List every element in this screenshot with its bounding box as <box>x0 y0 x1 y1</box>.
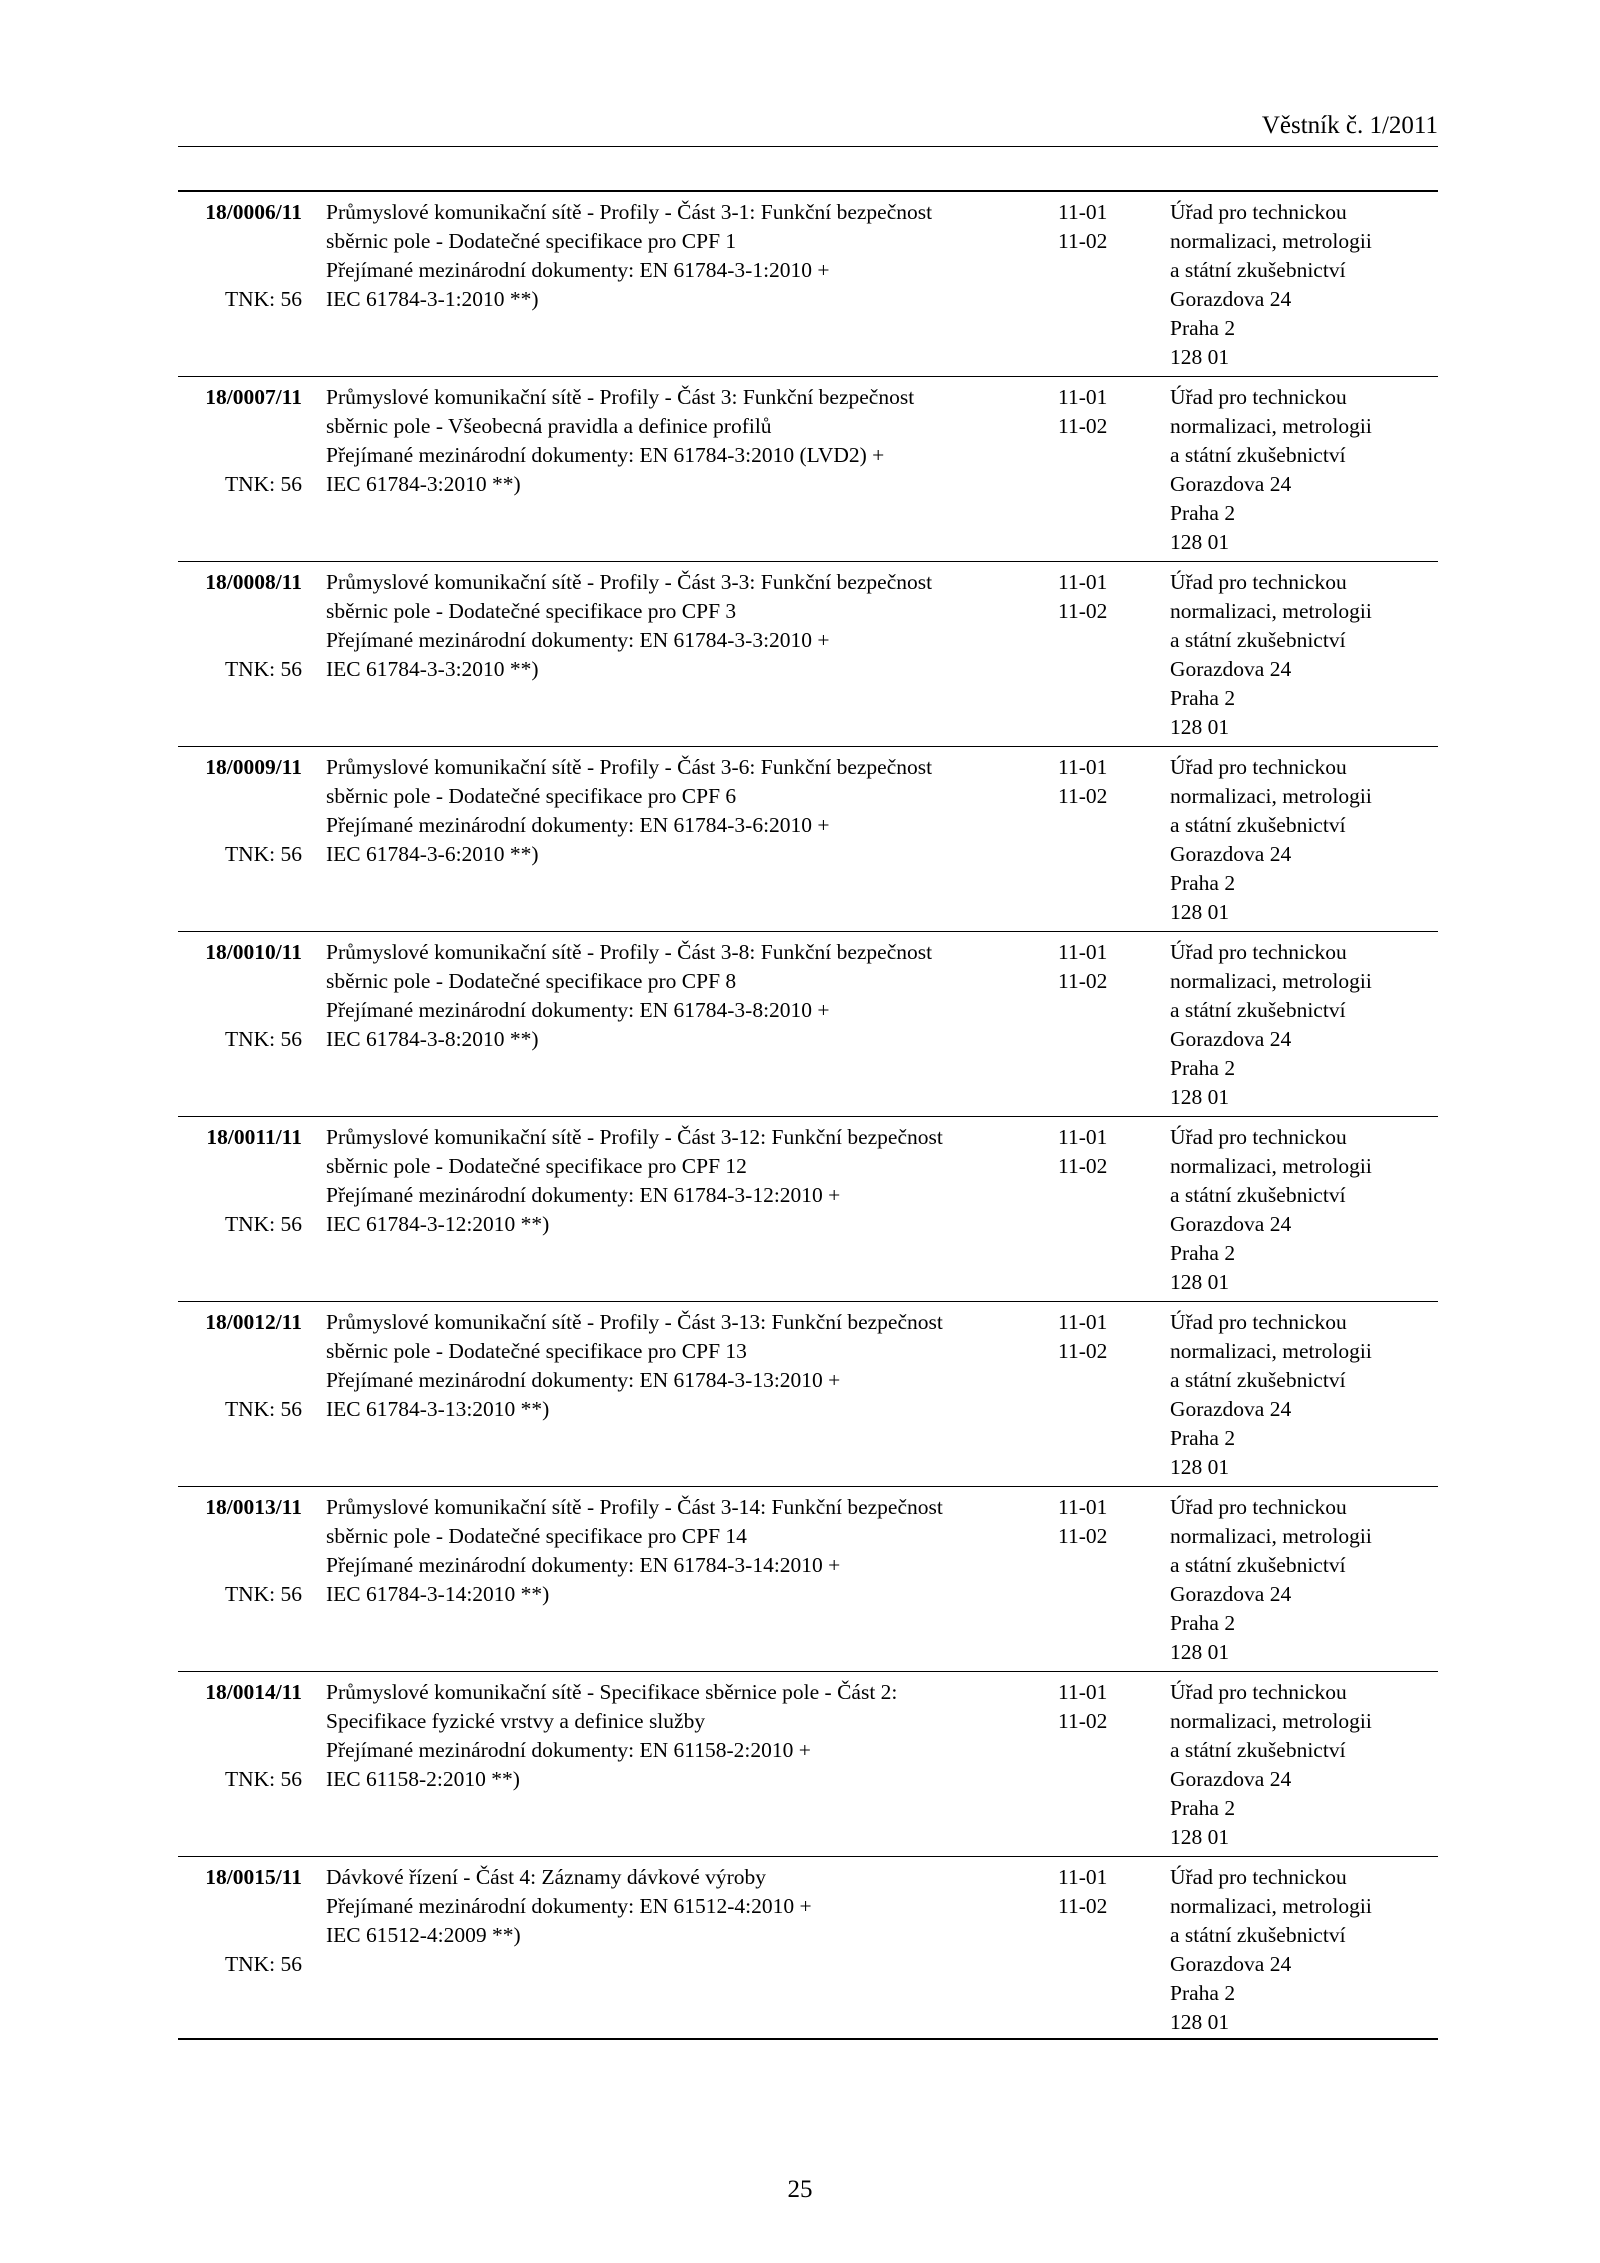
entry-address-line: Úřad pro technickou <box>1170 1865 1347 1889</box>
entry-address-line: normalizaci, metrologii <box>1170 1894 1372 1918</box>
entry-description <box>326 568 933 684</box>
table-row <box>178 377 1438 562</box>
entry-address-line: Praha 2 <box>1170 686 1236 710</box>
tnk-label: TNK: 56 <box>224 1397 302 1421</box>
entry-address-line: 128 01 <box>1170 715 1230 739</box>
entry-address <box>1170 1308 1438 1482</box>
entry-codes-line: 11-01 <box>1058 1680 1108 1704</box>
entry-codes <box>1058 753 1158 811</box>
entry-codes-line: 11-02 <box>1058 969 1108 993</box>
tnk-label: TNK: 56 <box>224 1767 302 1791</box>
entry-codes-line: 11-02 <box>1058 784 1108 808</box>
tnk-label: TNK: 56 <box>224 1027 302 1051</box>
entry-number-cell <box>178 1863 302 1892</box>
entry-number-cell <box>178 1308 302 1337</box>
entry-address <box>1170 938 1438 1112</box>
table-row <box>178 1117 1438 1302</box>
entry-address-line: 128 01 <box>1170 1455 1230 1479</box>
page-number: 25 <box>787 2176 813 2203</box>
entry-number: 18/0006/11 <box>205 200 302 224</box>
table-row <box>178 932 1438 1117</box>
entry-number-cell <box>178 753 302 782</box>
entry-number-cell <box>178 1678 302 1707</box>
tnk-label: TNK: 56 <box>224 287 302 311</box>
table-row <box>178 1672 1438 1857</box>
entry-address-line: normalizaci, metrologii <box>1170 414 1372 438</box>
entry-address-line: Úřad pro technickou <box>1170 1310 1347 1334</box>
entry-address-line: Gorazdova 24 <box>1170 657 1292 681</box>
entry-address-line: normalizaci, metrologii <box>1170 1524 1372 1548</box>
table-row <box>178 747 1438 932</box>
entry-description-line: sběrnic pole - Dodatečné specifikace pro CPF 6 <box>326 784 737 808</box>
standards-table <box>178 190 1438 2040</box>
entry-number-cell <box>178 568 302 597</box>
entry-description-line: IEC 61158-2:2010 **) <box>326 1767 520 1791</box>
page-header <box>178 112 1438 147</box>
entry-address-line: Gorazdova 24 <box>1170 1582 1292 1606</box>
entry-description-line: Přejímané mezinárodní dokumenty: EN 61158-2:2010 + <box>326 1738 811 1762</box>
entry-address-line: normalizaci, metrologii <box>1170 1709 1372 1733</box>
entry-codes <box>1058 938 1158 996</box>
entry-address-line: Úřad pro technickou <box>1170 570 1347 594</box>
entry-address-line: 128 01 <box>1170 1085 1230 1109</box>
entry-address-line: Praha 2 <box>1170 1981 1236 2005</box>
entry-address-line: Úřad pro technickou <box>1170 1495 1347 1519</box>
entry-description-line: IEC 61784-3-6:2010 **) <box>326 842 539 866</box>
entry-codes-line: 11-02 <box>1058 599 1108 623</box>
entry-number-cell <box>178 938 302 967</box>
entry-description-line: IEC 61784-3-14:2010 **) <box>326 1582 550 1606</box>
entry-description-line: sběrnic pole - Všeobecná pravidla a definice profilů <box>326 414 772 438</box>
entry-address-line: normalizaci, metrologii <box>1170 969 1372 993</box>
entry-description-line: Dávkové řízení - Část 4: Záznamy dávkové výroby <box>326 1865 767 1889</box>
tnk-label: TNK: 56 <box>224 842 302 866</box>
entry-description-line: Průmyslové komunikační sítě - Profily - Část 3-1: Funkční bezpečnost <box>326 200 933 224</box>
entry-description <box>326 1678 898 1794</box>
entry-description-line: Průmyslové komunikační sítě - Profily - Část 3-14: Funkční bezpečnost <box>326 1495 943 1519</box>
table-row <box>178 562 1438 747</box>
entry-description-line: Přejímané mezinárodní dokumenty: EN 61784-3-13:2010 + <box>326 1368 841 1392</box>
entry-address-line: Úřad pro technickou <box>1170 1125 1347 1149</box>
entry-description <box>326 198 933 314</box>
entry-description-line: Přejímané mezinárodní dokumenty: EN 61784-3:2010 (LVD2) + <box>326 443 885 467</box>
tnk-label: TNK: 56 <box>224 472 302 496</box>
tnk-label: TNK: 56 <box>224 1212 302 1236</box>
entry-codes <box>1058 383 1158 441</box>
table-row <box>178 1487 1438 1672</box>
entry-address <box>1170 568 1438 742</box>
entry-description-line: Přejímané mezinárodní dokumenty: EN 61784-3-6:2010 + <box>326 813 830 837</box>
entry-description-line: IEC 61784-3-13:2010 **) <box>326 1397 550 1421</box>
entry-address-line: a státní zkušebnictví <box>1170 1923 1346 1947</box>
entry-address-line: Praha 2 <box>1170 1611 1236 1635</box>
entry-codes-line: 11-02 <box>1058 1709 1108 1733</box>
entry-codes <box>1058 1123 1158 1181</box>
entry-codes-line: 11-02 <box>1058 1339 1108 1363</box>
entry-number: 18/0008/11 <box>205 570 302 594</box>
bulletin-title: Věstník č. 1/2011 <box>1261 112 1438 139</box>
table-row <box>178 192 1438 377</box>
entry-codes <box>1058 1678 1158 1736</box>
entry-address-line: Praha 2 <box>1170 316 1236 340</box>
entry-address-line: Gorazdova 24 <box>1170 1952 1292 1976</box>
entry-number: 18/0007/11 <box>205 385 302 409</box>
entry-description <box>326 1123 943 1239</box>
entry-address-line: Úřad pro technickou <box>1170 385 1347 409</box>
entry-address <box>1170 753 1438 927</box>
entry-address <box>1170 198 1438 372</box>
entry-description-line: IEC 61784-3-8:2010 **) <box>326 1027 539 1051</box>
table-row <box>178 1857 1438 2038</box>
entry-number-cell <box>178 1123 302 1152</box>
entry-address-line: Praha 2 <box>1170 1056 1236 1080</box>
entry-description-line: Přejímané mezinárodní dokumenty: EN 61512-4:2010 + <box>326 1894 812 1918</box>
entry-description-line: Průmyslové komunikační sítě - Profily - Část 3: Funkční bezpečnost <box>326 385 915 409</box>
entry-codes-line: 11-02 <box>1058 229 1108 253</box>
entry-address-line: Praha 2 <box>1170 1796 1236 1820</box>
entry-codes-line: 11-01 <box>1058 570 1108 594</box>
entry-address-line: normalizaci, metrologii <box>1170 599 1372 623</box>
entry-address-line: Úřad pro technickou <box>1170 200 1347 224</box>
entry-address-line: 128 01 <box>1170 1270 1230 1294</box>
entry-description-line: Přejímané mezinárodní dokumenty: EN 61784-3-3:2010 + <box>326 628 830 652</box>
entry-number-cell <box>178 198 302 227</box>
entry-address-line: normalizaci, metrologii <box>1170 784 1372 808</box>
entry-address-line: a státní zkušebnictví <box>1170 443 1346 467</box>
entry-address-line: Gorazdova 24 <box>1170 472 1292 496</box>
entry-codes-line: 11-01 <box>1058 755 1108 779</box>
entry-codes <box>1058 1493 1158 1551</box>
entry-address-line: 128 01 <box>1170 900 1230 924</box>
entry-codes-line: 11-01 <box>1058 1495 1108 1519</box>
entry-codes-line: 11-01 <box>1058 385 1108 409</box>
entry-number-cell <box>178 1493 302 1522</box>
entry-address-line: 128 01 <box>1170 345 1230 369</box>
entry-address-line: a státní zkušebnictví <box>1170 1738 1346 1762</box>
entry-description-line: Průmyslové komunikační sítě - Profily - Část 3-3: Funkční bezpečnost <box>326 570 933 594</box>
entry-number: 18/0011/11 <box>206 1125 302 1149</box>
entry-address-line: normalizaci, metrologii <box>1170 1154 1372 1178</box>
entry-description-line: Přejímané mezinárodní dokumenty: EN 61784-3-12:2010 + <box>326 1183 841 1207</box>
entry-codes-line: 11-01 <box>1058 940 1108 964</box>
entry-address-line: Gorazdova 24 <box>1170 1767 1292 1791</box>
entry-address-line: Úřad pro technickou <box>1170 1680 1347 1704</box>
entry-number: 18/0014/11 <box>205 1680 302 1704</box>
entry-address-line: a státní zkušebnictví <box>1170 1553 1346 1577</box>
entry-description-line: Průmyslové komunikační sítě - Profily - Část 3-8: Funkční bezpečnost <box>326 940 933 964</box>
entry-address-line: Praha 2 <box>1170 501 1236 525</box>
entry-number: 18/0015/11 <box>205 1865 302 1889</box>
entry-address-line: 128 01 <box>1170 1640 1230 1664</box>
entry-description-line: Průmyslové komunikační sítě - Specifikace sběrnice pole - Část 2: <box>326 1680 898 1704</box>
entry-address-line: a státní zkušebnictví <box>1170 1368 1346 1392</box>
entry-address-line: a státní zkušebnictví <box>1170 813 1346 837</box>
table-row <box>178 1302 1438 1487</box>
entry-address-line: a státní zkušebnictví <box>1170 258 1346 282</box>
entry-address-line: Gorazdova 24 <box>1170 1212 1292 1236</box>
entry-codes <box>1058 568 1158 626</box>
entry-address-line: normalizaci, metrologii <box>1170 229 1372 253</box>
entry-description <box>326 383 915 499</box>
entry-codes <box>1058 1308 1158 1366</box>
entry-codes-line: 11-01 <box>1058 200 1108 224</box>
entry-address-line: 128 01 <box>1170 1825 1230 1849</box>
entry-address-line: Praha 2 <box>1170 1426 1236 1450</box>
entry-codes-line: 11-01 <box>1058 1310 1108 1334</box>
entry-number: 18/0012/11 <box>205 1310 302 1334</box>
entry-description-line: IEC 61784-3-12:2010 **) <box>326 1212 550 1236</box>
entry-description-line: Přejímané mezinárodní dokumenty: EN 61784-3-8:2010 + <box>326 998 830 1022</box>
entry-description-line: sběrnic pole - Dodatečné specifikace pro CPF 14 <box>326 1524 747 1548</box>
entry-description-line: Průmyslové komunikační sítě - Profily - Část 3-6: Funkční bezpečnost <box>326 755 933 779</box>
entry-description-line: IEC 61784-3:2010 **) <box>326 472 521 496</box>
entry-address-line: 128 01 <box>1170 530 1230 554</box>
entry-description-line: sběrnic pole - Dodatečné specifikace pro CPF 12 <box>326 1154 747 1178</box>
entry-description-line: Přejímané mezinárodní dokumenty: EN 61784-3-1:2010 + <box>326 258 830 282</box>
entry-description-line: sběrnic pole - Dodatečné specifikace pro CPF 3 <box>326 599 737 623</box>
entry-number: 18/0009/11 <box>205 755 302 779</box>
entry-description <box>326 1493 943 1609</box>
entry-description-line: sběrnic pole - Dodatečné specifikace pro CPF 8 <box>326 969 737 993</box>
entry-description-line: Průmyslové komunikační sítě - Profily - Část 3-12: Funkční bezpečnost <box>326 1125 943 1149</box>
entry-codes <box>1058 198 1158 256</box>
entry-address <box>1170 1678 1438 1852</box>
entry-description-line: sběrnic pole - Dodatečné specifikace pro CPF 1 <box>326 229 737 253</box>
entry-codes-line: 11-02 <box>1058 1154 1108 1178</box>
entry-address-line: Gorazdova 24 <box>1170 287 1292 311</box>
entry-codes-line: 11-01 <box>1058 1125 1108 1149</box>
entry-number: 18/0013/11 <box>205 1495 302 1519</box>
entry-address <box>1170 1493 1438 1667</box>
entry-codes-line: 11-02 <box>1058 414 1108 438</box>
tnk-label: TNK: 56 <box>224 657 302 681</box>
entry-description-line: Specifikace fyzické vrstvy a definice služby <box>326 1709 706 1733</box>
entry-address-line: normalizaci, metrologii <box>1170 1339 1372 1363</box>
entry-address-line: Úřad pro technickou <box>1170 940 1347 964</box>
entry-description-line: sběrnic pole - Dodatečné specifikace pro CPF 13 <box>326 1339 747 1363</box>
entry-number: 18/0010/11 <box>205 940 302 964</box>
tnk-label: TNK: 56 <box>224 1582 302 1606</box>
entry-description-line: IEC 61784-3-1:2010 **) <box>326 287 539 311</box>
entry-address-line: Praha 2 <box>1170 1241 1236 1265</box>
entry-description-line: Přejímané mezinárodní dokumenty: EN 61784-3-14:2010 + <box>326 1553 841 1577</box>
entry-description-line: IEC 61512-4:2009 **) <box>326 1923 521 1947</box>
entry-description <box>326 938 933 1054</box>
entry-codes-line: 11-02 <box>1058 1894 1108 1918</box>
entry-address-line: a státní zkušebnictví <box>1170 628 1346 652</box>
entry-number-cell <box>178 383 302 412</box>
tnk-label: TNK: 56 <box>224 1952 302 1976</box>
entry-address <box>1170 1123 1438 1297</box>
entry-description <box>326 1308 943 1424</box>
entry-description <box>326 1863 886 1950</box>
entry-address-line: a státní zkušebnictví <box>1170 998 1346 1022</box>
entry-description-line: Průmyslové komunikační sítě - Profily - Část 3-13: Funkční bezpečnost <box>326 1310 943 1334</box>
entry-address-line: Gorazdova 24 <box>1170 1397 1292 1421</box>
entry-address-line: Gorazdova 24 <box>1170 842 1292 866</box>
entry-address <box>1170 1863 1438 2037</box>
entry-address-line: Praha 2 <box>1170 871 1236 895</box>
entry-address-line: a státní zkušebnictví <box>1170 1183 1346 1207</box>
entry-codes <box>1058 1863 1158 1921</box>
entry-codes-line: 11-02 <box>1058 1524 1108 1548</box>
entry-codes-line: 11-01 <box>1058 1865 1108 1889</box>
entry-description <box>326 753 933 869</box>
entry-address <box>1170 383 1438 557</box>
entry-description-line: IEC 61784-3-3:2010 **) <box>326 657 539 681</box>
entry-address-line: Úřad pro technickou <box>1170 755 1347 779</box>
entry-address-line: Gorazdova 24 <box>1170 1027 1292 1051</box>
entry-address-line: 128 01 <box>1170 2010 1230 2034</box>
